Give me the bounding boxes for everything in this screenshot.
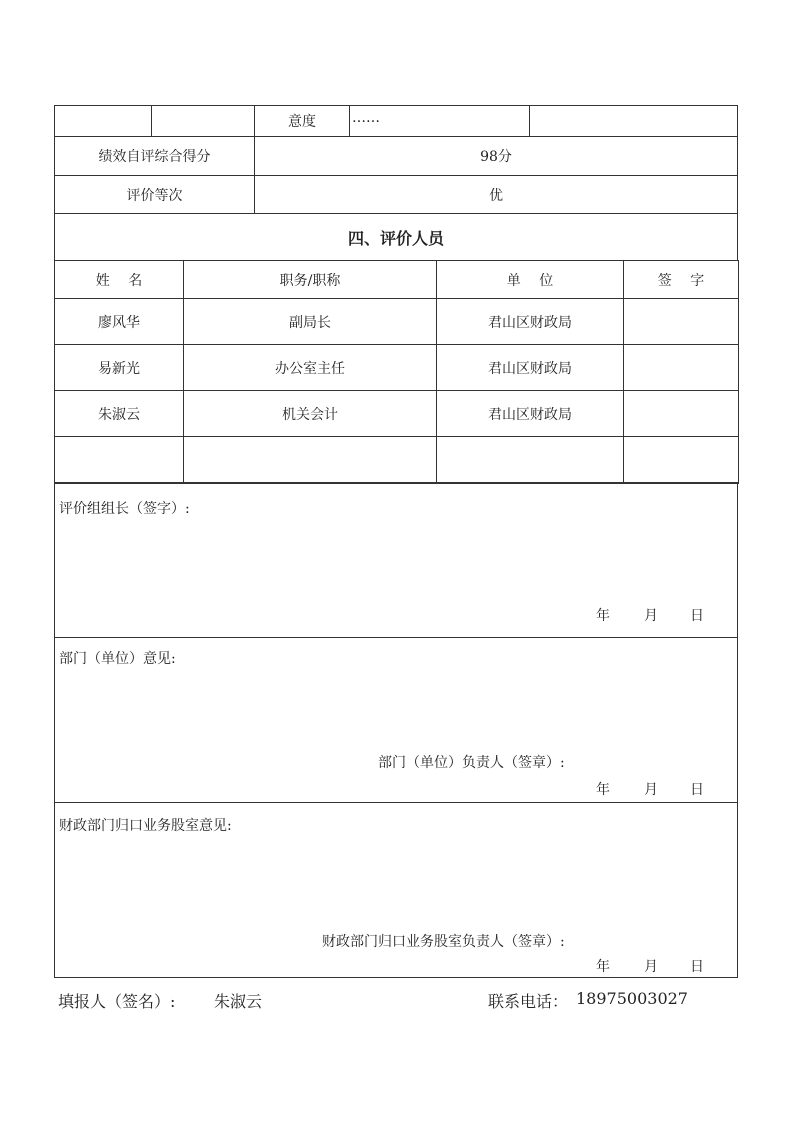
phone-label: 联系电话： (488, 992, 569, 1011)
grade-label (54, 175, 255, 214)
empty-cell (54, 105, 152, 137)
table-cell (436, 344, 624, 391)
header-text: 姓 名 (95, 272, 143, 289)
table-cell (183, 390, 437, 437)
dept-label: 部门（单位）意见: (59, 651, 176, 667)
cell-text: 廖风华 (98, 314, 140, 331)
day: 日 (690, 608, 704, 624)
table-cell (623, 390, 739, 437)
table-cell (623, 344, 739, 391)
value: …… (352, 110, 380, 126)
table-header-cell (54, 260, 184, 299)
table-header-cell (436, 260, 624, 299)
cell-text: 君山区财政局 (488, 314, 572, 331)
cell-text: 朱淑云 (98, 406, 140, 423)
leader-label: 评价组组长（签字）: (59, 501, 190, 517)
table-cell (54, 298, 184, 345)
score-label (54, 136, 255, 176)
day: 日 (690, 782, 704, 798)
table-cell (183, 436, 437, 484)
label: 绩效自评综合得分 (98, 149, 211, 165)
section-title: 四、评价人员 (347, 228, 444, 248)
month: 月 (644, 959, 658, 975)
satisfaction-value (349, 105, 530, 137)
table-cell (54, 436, 184, 484)
filler-name: 朱淑云 (214, 992, 263, 1011)
table-header-cell (183, 260, 437, 299)
month: 月 (644, 782, 658, 798)
label: 评价等次 (126, 187, 183, 204)
finance-label: 财政部门归口业务股室意见: (59, 818, 232, 834)
value: 98分 (480, 149, 512, 165)
table-cell (436, 436, 624, 484)
year: 年 (596, 782, 610, 798)
dept-sign-label: 部门（单位）负责人（签章）: (378, 755, 565, 771)
table-cell (436, 390, 624, 437)
cell-text: 易新光 (98, 360, 140, 377)
header-text: 单 位 (506, 272, 554, 289)
table-cell (54, 390, 184, 437)
table-cell (623, 436, 739, 484)
year: 年 (596, 608, 610, 624)
value: 优 (489, 187, 503, 204)
cell-text: 君山区财政局 (488, 360, 572, 377)
satisfaction-label (254, 105, 350, 137)
table-cell (183, 298, 437, 345)
table-cell (436, 298, 624, 345)
score-value (254, 136, 738, 176)
section-title-cell (54, 213, 738, 261)
table-cell (623, 298, 739, 345)
cell-text: 办公室主任 (275, 360, 345, 377)
empty-cell (529, 105, 738, 137)
filler-label: 填报人（签名）: (58, 992, 176, 1011)
day: 日 (690, 959, 704, 975)
month: 月 (644, 608, 658, 624)
cell-text: 君山区财政局 (488, 406, 572, 423)
header-text: 职务/职称 (279, 272, 341, 289)
year: 年 (596, 959, 610, 975)
cell-text: 副局长 (289, 314, 331, 331)
empty-cell (151, 105, 255, 137)
header-text: 签 字 (657, 272, 705, 289)
cell-text: 机关会计 (282, 406, 338, 423)
phone-number: 18975003027 (576, 989, 688, 1008)
label: 意度 (288, 114, 316, 130)
table-header-cell (623, 260, 739, 299)
grade-value (254, 175, 738, 214)
finance-sign-label: 财政部门归口业务股室负责人（签章）: (322, 934, 565, 950)
table-cell (54, 344, 184, 391)
table-cell (183, 344, 437, 391)
